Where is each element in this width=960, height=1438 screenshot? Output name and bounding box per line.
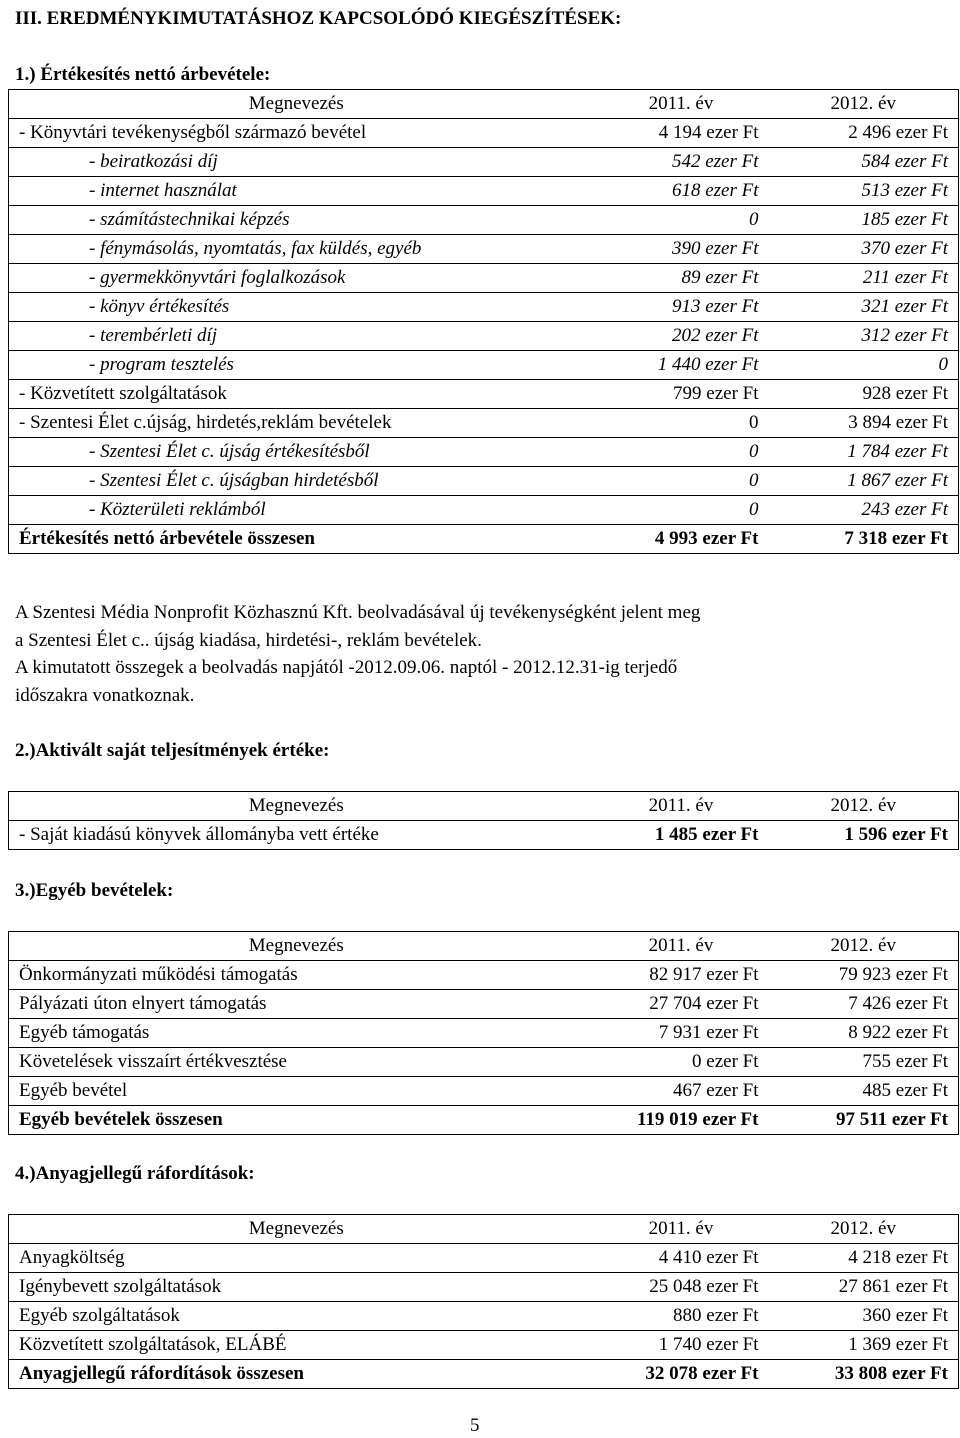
- table-row: [9, 177, 959, 206]
- row-label: - számítástechnikai képzés: [9, 206, 594, 235]
- table-row: [9, 264, 959, 293]
- value-2011: 618 ezer Ft: [594, 177, 769, 206]
- table-row: [9, 1244, 959, 1273]
- value-2011: 799 ezer Ft: [594, 380, 769, 409]
- row-label: - internet használat: [9, 177, 594, 206]
- table-row: [9, 380, 959, 409]
- table-row: [9, 1331, 959, 1360]
- total-2011: 32 078 ezer Ft: [594, 1360, 769, 1389]
- row-label: - Szentesi Élet c. újságban hirdetésből: [9, 467, 594, 496]
- value-2011: 0: [594, 206, 769, 235]
- capitalized-output-table: [8, 791, 959, 850]
- column-header-name: Megnevezés: [248, 1218, 344, 1239]
- total-label: Anyagjellegű ráfordítások összesen: [9, 1360, 594, 1389]
- row-label: Követelések visszaírt értékvesztése: [9, 1048, 594, 1077]
- value-2011: 0: [594, 409, 769, 438]
- note-paragraph: [15, 599, 935, 709]
- value-2011: 913 ezer Ft: [594, 293, 769, 322]
- table-row: [9, 1077, 959, 1106]
- value-2012: 513 ezer Ft: [769, 177, 959, 206]
- total-2011: 4 993 ezer Ft: [594, 525, 769, 554]
- value-2012: 243 ezer Ft: [769, 496, 959, 525]
- row-label: - Könyvtári tevékenységből származó bevétel: [9, 119, 594, 148]
- column-header-name: Megnevezés: [248, 795, 344, 816]
- table-row: [9, 1048, 959, 1077]
- row-label: - Szentesi Élet c.újság, hirdetés,reklám bevételek: [9, 409, 594, 438]
- section1-heading: 1.) Értékesítés nettó árbevétele:: [15, 64, 271, 85]
- column-header-name: Megnevezés: [248, 93, 344, 114]
- total-row: [9, 525, 959, 554]
- value-2011: 4 194 ezer Ft: [594, 119, 769, 148]
- table-row: [9, 235, 959, 264]
- total-row: [9, 1360, 959, 1389]
- value-2012: 1 369 ezer Ft: [769, 1331, 959, 1360]
- total-label: Értékesítés nettó árbevétele összesen: [9, 525, 594, 554]
- row-label: - terembérleti díj: [9, 322, 594, 351]
- row-label: Anyagköltség: [9, 1244, 594, 1273]
- page-number: 5: [470, 1415, 480, 1436]
- table-row: [9, 293, 959, 322]
- total-2012: 33 808 ezer Ft: [769, 1360, 959, 1389]
- table-row: [9, 990, 959, 1019]
- table-row: [9, 438, 959, 467]
- row-label: - beiratkozási díj: [9, 148, 594, 177]
- value-2011: 0: [594, 496, 769, 525]
- section4-heading: 4.)Anyagjellegű ráfordítások:: [15, 1163, 255, 1184]
- value-2012: 312 ezer Ft: [769, 322, 959, 351]
- value-2012: 584 ezer Ft: [769, 148, 959, 177]
- value-2012: 8 922 ezer Ft: [769, 1019, 959, 1048]
- value-2011: 27 704 ezer Ft: [594, 990, 769, 1019]
- value-2012: 1 596 ezer Ft: [769, 821, 959, 850]
- row-label: - program tesztelés: [9, 351, 594, 380]
- table-row: [9, 821, 959, 850]
- value-2012: 321 ezer Ft: [769, 293, 959, 322]
- value-2012: 1 784 ezer Ft: [769, 438, 959, 467]
- row-label: Egyéb szolgáltatások: [9, 1302, 594, 1331]
- table-row: [9, 961, 959, 990]
- row-label: - könyv értékesítés: [9, 293, 594, 322]
- other-income-table: [8, 931, 959, 1135]
- row-label: - fénymásolás, nyomtatás, fax küldés, egyéb: [9, 235, 594, 264]
- table-row: [9, 148, 959, 177]
- value-2011: 0: [594, 467, 769, 496]
- value-2012: 360 ezer Ft: [769, 1302, 959, 1331]
- table-row: [9, 1273, 959, 1302]
- section2-heading: 2.)Aktivált saját teljesítmények értéke:: [15, 740, 330, 761]
- row-label: - Közterületi reklámból: [9, 496, 594, 525]
- column-header-2011: 2011. év: [648, 1218, 714, 1239]
- value-2011: 7 931 ezer Ft: [594, 1019, 769, 1048]
- value-2012: 4 218 ezer Ft: [769, 1244, 959, 1273]
- total-label: Egyéb bevételek összesen: [9, 1106, 594, 1135]
- row-label: Önkormányzati működési támogatás: [9, 961, 594, 990]
- value-2011: 1 440 ezer Ft: [594, 351, 769, 380]
- value-2011: 0 ezer Ft: [594, 1048, 769, 1077]
- value-2011: 467 ezer Ft: [594, 1077, 769, 1106]
- value-2011: 0: [594, 438, 769, 467]
- row-label: Egyéb támogatás: [9, 1019, 594, 1048]
- value-2011: 1 485 ezer Ft: [594, 821, 769, 850]
- table-row: [9, 351, 959, 380]
- note-line: a Szentesi Élet c.. újság kiadása, hirdetési-, reklám bevételek.: [15, 629, 482, 651]
- table-header-row: [9, 792, 959, 821]
- row-label: - Szentesi Élet c. újság értékesítésből: [9, 438, 594, 467]
- row-label: Pályázati úton elnyert támogatás: [9, 990, 594, 1019]
- column-header-2012: 2012. év: [830, 935, 896, 956]
- table-header-row: [9, 90, 959, 119]
- value-2011: 1 740 ezer Ft: [594, 1331, 769, 1360]
- table-row: [9, 496, 959, 525]
- column-header-2012: 2012. év: [830, 93, 896, 114]
- table-row: [9, 409, 959, 438]
- value-2012: 1 867 ezer Ft: [769, 467, 959, 496]
- column-header-2011: 2011. év: [648, 93, 714, 114]
- table-row: [9, 322, 959, 351]
- value-2011: 89 ezer Ft: [594, 264, 769, 293]
- value-2012: 755 ezer Ft: [769, 1048, 959, 1077]
- value-2012: 7 426 ezer Ft: [769, 990, 959, 1019]
- value-2012: 2 496 ezer Ft: [769, 119, 959, 148]
- value-2012: 928 ezer Ft: [769, 380, 959, 409]
- total-2012: 97 511 ezer Ft: [769, 1106, 959, 1135]
- column-header-name: Megnevezés: [248, 935, 344, 956]
- value-2012: 0: [769, 351, 959, 380]
- table-row: [9, 119, 959, 148]
- column-header-2012: 2012. év: [830, 795, 896, 816]
- row-label: Igénybevett szolgáltatások: [9, 1273, 594, 1302]
- value-2011: 542 ezer Ft: [594, 148, 769, 177]
- table-row: [9, 1302, 959, 1331]
- value-2012: 370 ezer Ft: [769, 235, 959, 264]
- value-2012: 211 ezer Ft: [769, 264, 959, 293]
- row-label: - gyermekkönyvtári foglalkozások: [9, 264, 594, 293]
- table-row: [9, 467, 959, 496]
- value-2011: 390 ezer Ft: [594, 235, 769, 264]
- revenue-table: [8, 89, 959, 554]
- value-2012: 485 ezer Ft: [769, 1077, 959, 1106]
- total-2012: 7 318 ezer Ft: [769, 525, 959, 554]
- table-row: [9, 1019, 959, 1048]
- row-label: Közvetített szolgáltatások, ELÁBÉ: [9, 1331, 594, 1360]
- value-2011: 4 410 ezer Ft: [594, 1244, 769, 1273]
- note-line: időszakra vonatkoznak.: [15, 684, 195, 706]
- value-2012: 27 861 ezer Ft: [769, 1273, 959, 1302]
- page-title: III. EREDMÉNYKIMUTATÁSHOZ KAPCSOLÓDÓ KIEGÉSZÍTÉSEK:: [15, 8, 622, 29]
- value-2012: 185 ezer Ft: [769, 206, 959, 235]
- table-header-row: [9, 1215, 959, 1244]
- section3-heading: 3.)Egyéb bevételek:: [15, 880, 174, 901]
- total-2011: 119 019 ezer Ft: [594, 1106, 769, 1135]
- note-line: A Szentesi Média Nonprofit Közhasznú Kft. beolvadásával új tevékenységként jelent meg: [15, 602, 701, 623]
- note-line: A kimutatott összegek a beolvadás napjától -2012.09.06. naptól - 2012.12.31-ig terjedő: [15, 657, 678, 678]
- value-2012: 3 894 ezer Ft: [769, 409, 959, 438]
- total-row: [9, 1106, 959, 1135]
- value-2011: 82 917 ezer Ft: [594, 961, 769, 990]
- column-header-2011: 2011. év: [648, 935, 714, 956]
- row-label: Egyéb bevétel: [9, 1077, 594, 1106]
- value-2011: 25 048 ezer Ft: [594, 1273, 769, 1302]
- material-expenses-table: [8, 1214, 959, 1389]
- value-2011: 202 ezer Ft: [594, 322, 769, 351]
- column-header-2012: 2012. év: [830, 1218, 896, 1239]
- table-header-row: [9, 932, 959, 961]
- row-label: - Közvetített szolgáltatások: [9, 380, 594, 409]
- row-label: - Saját kiadású könyvek állományba vett értéke: [9, 821, 594, 850]
- table-row: [9, 206, 959, 235]
- column-header-2011: 2011. év: [648, 795, 714, 816]
- value-2012: 79 923 ezer Ft: [769, 961, 959, 990]
- value-2011: 880 ezer Ft: [594, 1302, 769, 1331]
